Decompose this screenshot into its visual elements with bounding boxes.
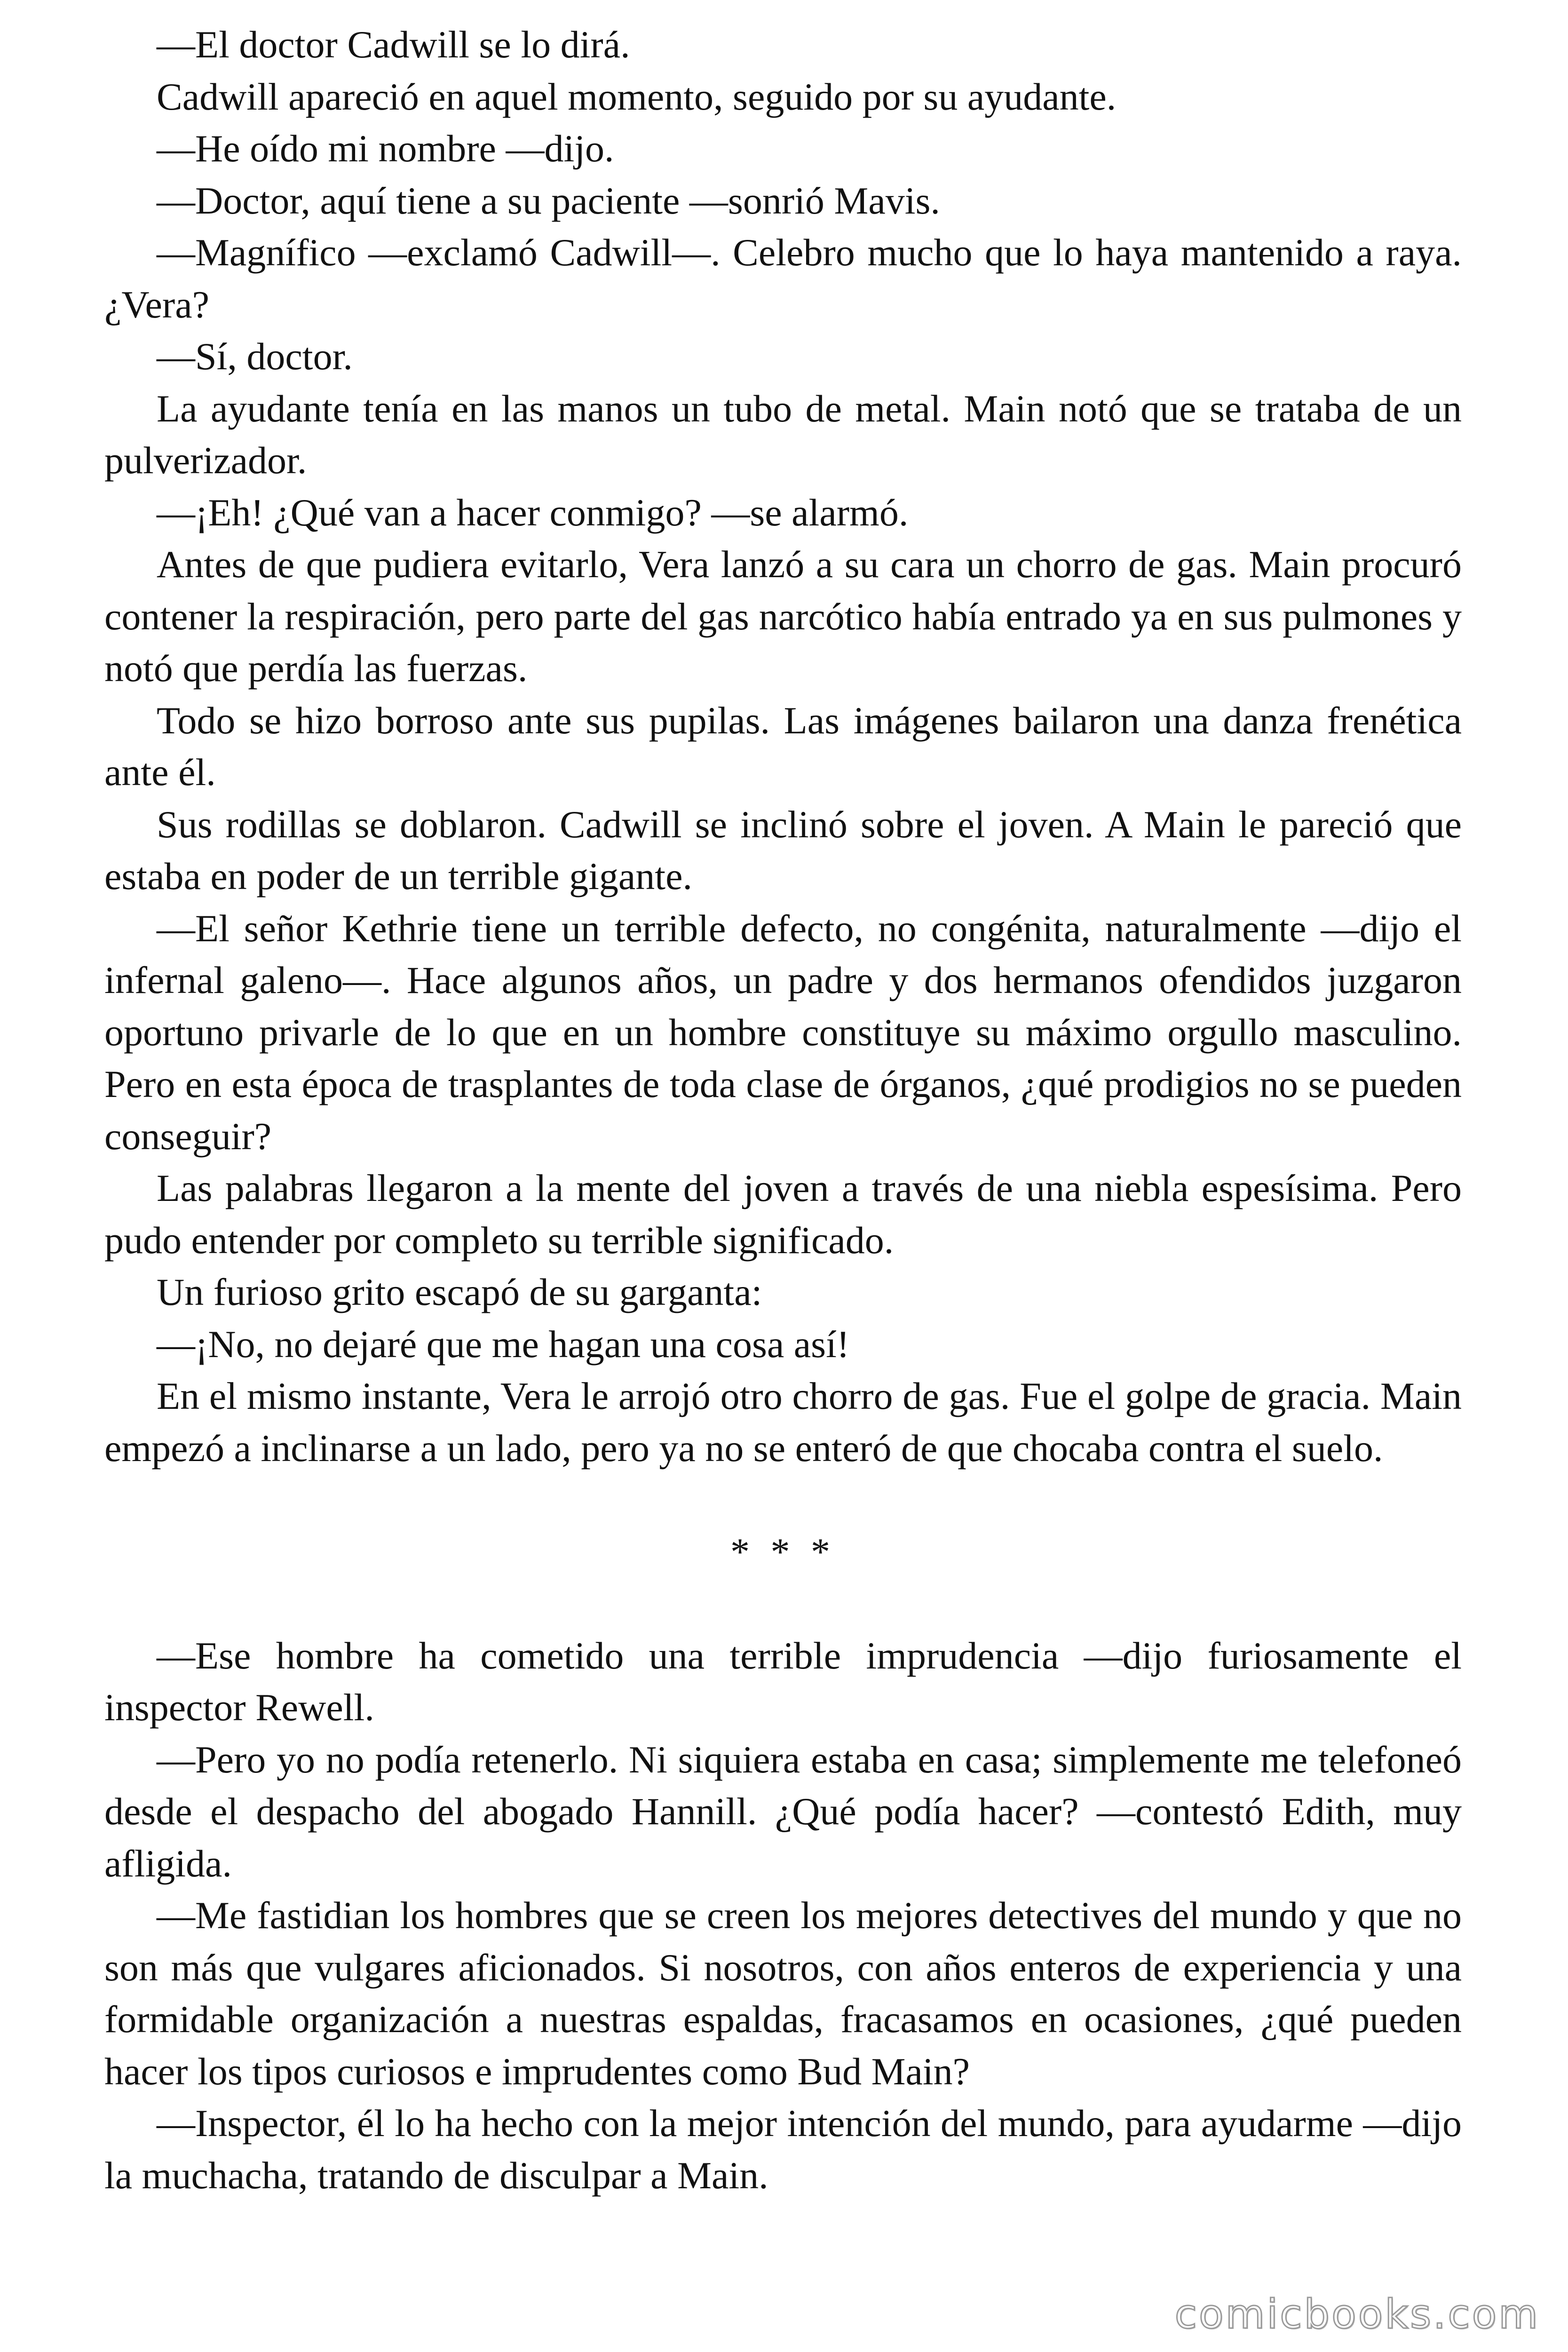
scene-break: * * *	[730, 1530, 836, 1573]
paragraph: —El señor Kethrie tiene un terrible defecto, no congénita, naturalmente —dijo el infernal galeno—. Hace algunos años, un padre y dos hermanos ofendidos juzgaron oportuno privarle de lo que en un hombre constituye su máximo orgullo masculino. Pero en esta época de trasplantes de toda clase de órganos, ¿qué prodigios no se pueden conseguir?	[104, 906, 1462, 1158]
paragraph: —¡No, no dejaré que me hagan una cosa así!	[157, 1322, 850, 1366]
paragraph: Un furioso grito escapó de su garganta:	[157, 1271, 762, 1313]
paragraph: Antes de que pudiera evitarlo, Vera lanzó a su cara un chorro de gas. Main procuró contener la respiración, pero parte del gas narcótico había entrado ya en sus pulmones y notó que perdía las fuerzas.	[104, 543, 1462, 690]
paragraph: —Inspector, él lo ha hecho con la mejor intención del mundo, para ayudarme —dijo la muchacha, tratando de disculpar a Main.	[104, 2102, 1462, 2197]
paragraph: Sus rodillas se doblaron. Cadwill se inclinó sobre el joven. A Main le pareció que estaba en poder de un terrible gigante.	[104, 803, 1462, 898]
paragraph: Las palabras llegaron a la mente del joven a través de una niebla espesísima. Pero pudo entender por completo su terrible significado.	[104, 1167, 1462, 1262]
paragraph: —Ese hombre ha cometido una terrible imprudencia —dijo furiosamente el inspector Rewell.	[104, 1634, 1462, 1729]
paragraph: —¡Eh! ¿Qué van a hacer conmigo? —se alarmó.	[157, 491, 909, 534]
paragraph: —Sí, doctor.	[157, 335, 353, 378]
paragraph: Cadwill apareció en aquel momento, seguido por su ayudante.	[157, 75, 1117, 118]
paragraph: —Me fastidian los hombres que se creen los mejores detectives del mundo y que no son más que vulgares aficionados. Si nosotros, con años enteros de experiencia y una formidable organización a nuestras espaldas, fracasamos en ocasiones, ¿qué pueden hacer los tipos curiosos e imprudentes como Bud Main?	[104, 1894, 1462, 2093]
paragraph: En el mismo instante, Vera le arrojó otro chorro de gas. Fue el golpe de gracia. Main empezó a inclinarse a un lado, pero ya no se enteró de que chocaba contra el suelo.	[104, 1375, 1462, 1470]
paragraph: —El doctor Cadwill se lo dirá.	[157, 23, 630, 66]
paragraph: —Pero yo no podía retenerlo. Ni siquiera estaba en casa; simplemente me telefoneó desde el despacho del abogado Hannill. ¿Qué podía hacer? —contestó Edith, muy afligida.	[104, 1738, 1462, 1885]
text-block	[104, 19, 1462, 2201]
paragraph: —Magnífico —exclamó Cadwill—. Celebro mucho que lo haya mantenido a raya. ¿Vera?	[104, 231, 1462, 326]
watermark-logo: comicbooks.com	[1174, 2291, 1540, 2338]
paragraph: La ayudante tenía en las manos un tubo de metal. Main notó que se trataba de un pulverizador.	[104, 387, 1462, 482]
paragraph: —Doctor, aquí tiene a su paciente —sonrió Mavis.	[157, 179, 940, 222]
paragraph: Todo se hizo borroso ante sus pupilas. Las imágenes bailaron una danza frenética ante él.	[104, 699, 1462, 794]
paragraph: —He oído mi nombre —dijo.	[157, 127, 614, 170]
